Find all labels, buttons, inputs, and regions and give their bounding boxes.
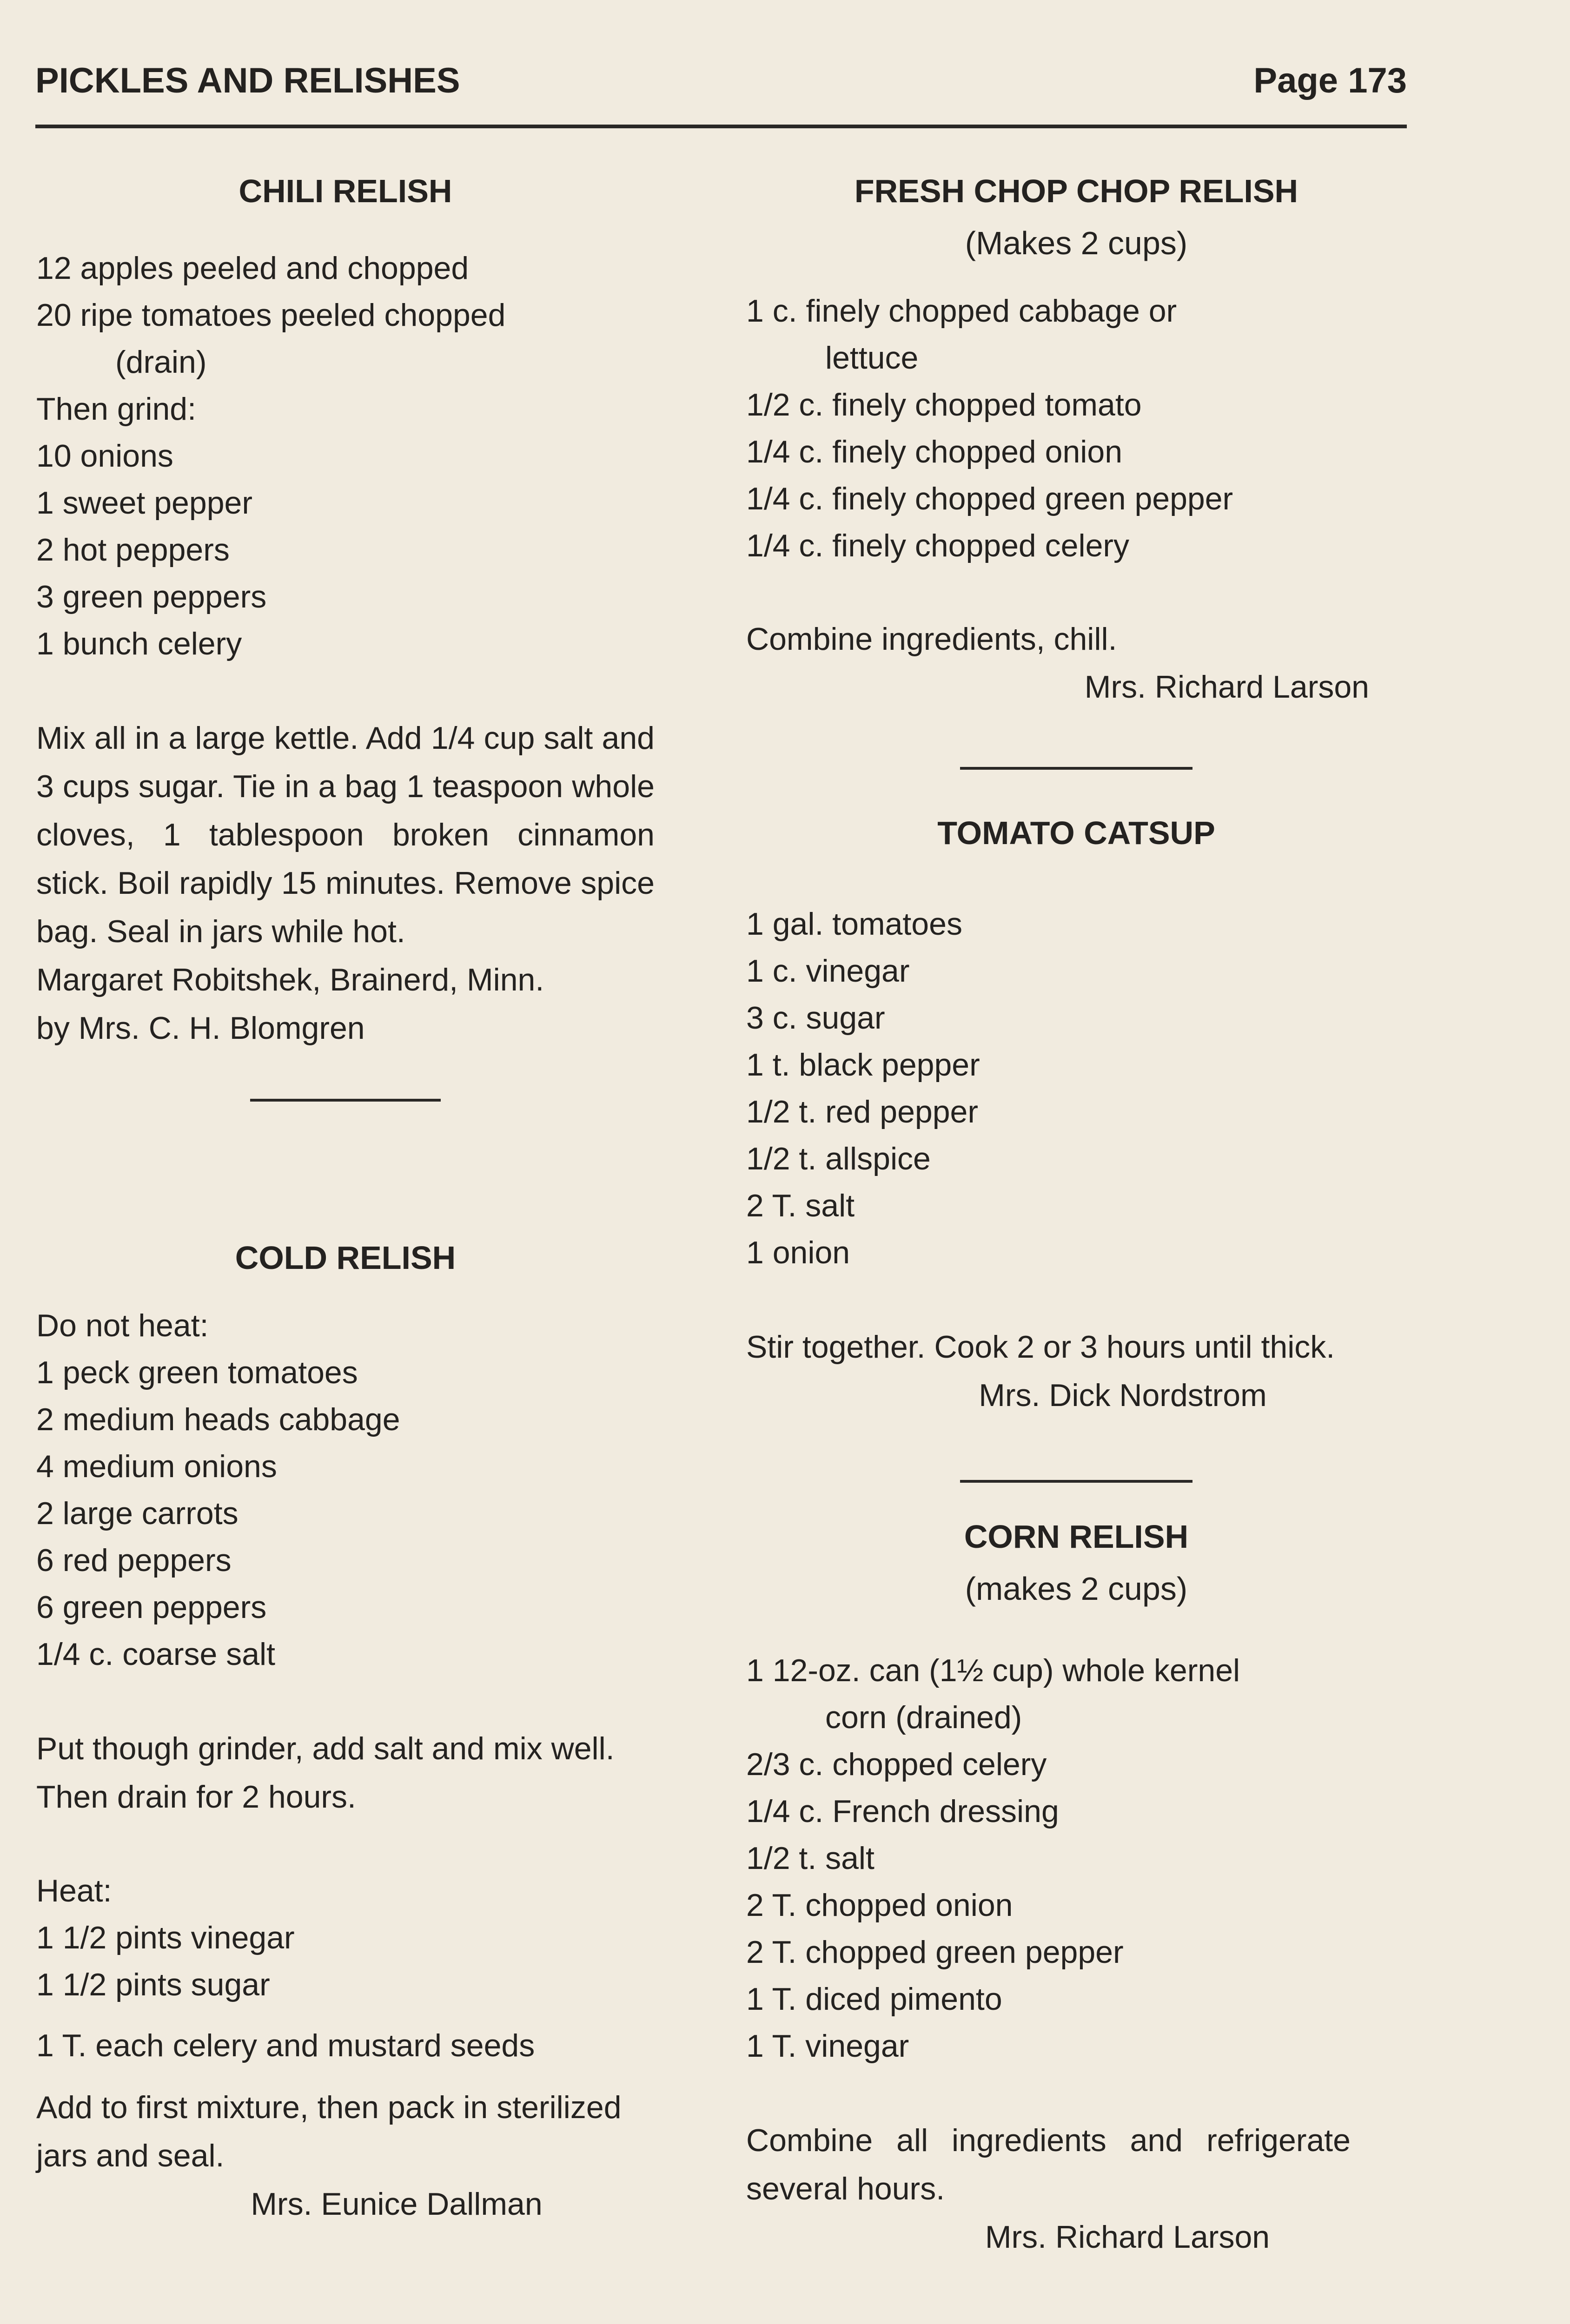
ingredient-line: 2 large carrots xyxy=(36,1496,238,1531)
ingredient-line: 2/3 c. chopped celery xyxy=(746,1747,1047,1782)
recipe-directions: Combine all ingredients and refrigerate several hours. xyxy=(746,2123,1351,2206)
ingredient-line: 3 green peppers xyxy=(36,579,267,614)
ingredient-line: 4 medium onions xyxy=(36,1449,277,1484)
recipe-title: COLD RELISH xyxy=(235,1240,456,1276)
ingredient-line: 1 12-oz. can (1½ cup) whole kernel xyxy=(746,1653,1240,1688)
page-header xyxy=(35,60,1407,101)
ingredient-line: lettuce xyxy=(825,340,919,376)
ingredient-line: 2 T. salt xyxy=(746,1188,855,1223)
ingredient-line: 1/4 c. finely chopped onion xyxy=(746,434,1123,469)
ingredient-line: 1 T. each celery and mustard seeds xyxy=(36,2028,535,2063)
ingredient-line: (drain) xyxy=(115,344,207,380)
recipe-author: Mrs. Dick Nordstrom xyxy=(979,1378,1267,1413)
ingredient-line: 6 green peppers xyxy=(36,1590,267,1625)
ingredient-line: 1 onion xyxy=(746,1235,850,1270)
ingredient-line: 1/4 c. French dressing xyxy=(746,1794,1059,1829)
ingredient-line: 1/4 c. coarse salt xyxy=(36,1637,276,1672)
recipe-directions: Add to first mixture, then pack in sterilized jars and seal. xyxy=(36,2090,622,2173)
grind-label: Then grind: xyxy=(36,391,196,427)
ingredient-line: 1 1/2 pints sugar xyxy=(36,1967,270,2002)
ingredient-line: 1 T. diced pimento xyxy=(746,1981,1002,2017)
left-column xyxy=(36,165,655,2228)
ingredient-line: 1 sweet pepper xyxy=(36,485,252,521)
recipe-directions: Stir together. Cook 2 or 3 hours until thick. xyxy=(746,1329,1335,1365)
recipe-author: Margaret Robitshek, Brainerd, Minn. xyxy=(36,962,544,997)
ingredient-line: 1 gal. tomatoes xyxy=(746,906,962,942)
recipe-cold-relish xyxy=(36,1232,655,2228)
ingredient-line: 3 c. sugar xyxy=(746,1000,885,1036)
ingredient-line: 2 T. chopped onion xyxy=(746,1888,1013,1923)
recipe-fresh-chop-chop-relish xyxy=(746,165,1406,711)
recipe-chili-relish xyxy=(36,165,655,1052)
header-rule xyxy=(35,125,1407,128)
recipe-author: Mrs. Richard Larson xyxy=(1084,669,1369,705)
recipe-title: FRESH CHOP CHOP RELISH xyxy=(854,173,1298,209)
recipe-title: CHILI RELISH xyxy=(238,173,452,209)
section-title: PICKLES AND RELISHES xyxy=(35,61,460,100)
recipe-corn-relish xyxy=(746,1511,1406,2261)
recipe-directions: Mix all in a large kettle. Add 1/4 cup salt and 3 cups sugar. Tie in a bag 1 teaspoon whole cloves, 1 tablespoon broken cinnamon stick. Boil rapidly 15 minutes. Remove spice bag. Seal in jars while hot. xyxy=(36,720,655,949)
heat-label: Heat: xyxy=(36,1873,112,1908)
ingredient-line: 1 t. black pepper xyxy=(746,1047,980,1083)
recipe-yield: (Makes 2 cups) xyxy=(965,225,1188,261)
ingredient-line: 1/2 t. salt xyxy=(746,1841,874,1876)
ingredient-line: 1 c. finely chopped cabbage or xyxy=(746,293,1177,329)
ingredient-line: 1/2 t. allspice xyxy=(746,1141,931,1176)
recipe-directions: Put though grinder, add salt and mix well. Then drain for 2 hours. xyxy=(36,1731,615,1815)
ingredient-line: 1/4 c. finely chopped green pepper xyxy=(746,481,1233,516)
ingredient-line: 1 T. vinegar xyxy=(746,2028,909,2064)
ingredient-line: 2 T. chopped green pepper xyxy=(746,1934,1124,1970)
recipe-tomato-catsup xyxy=(746,807,1406,1419)
ingredient-line: 1/2 c. finely chopped tomato xyxy=(746,387,1142,423)
ingredient-line: 1 c. vinegar xyxy=(746,953,910,989)
ingredient-line: 20 ripe tomatoes peeled chopped xyxy=(36,297,506,333)
recipe-author: Mrs. Eunice Dallman xyxy=(251,2186,543,2222)
ingredient-line: 6 red peppers xyxy=(36,1543,232,1578)
page-number: Page 173 xyxy=(1253,61,1407,100)
recipe-author: Mrs. Richard Larson xyxy=(985,2219,1270,2255)
recipe-directions: Combine ingredients, chill. xyxy=(746,621,1117,657)
ingredient-line: 1/2 t. red pepper xyxy=(746,1094,979,1129)
ingredient-line: 2 medium heads cabbage xyxy=(36,1402,400,1437)
ingredient-line: 1 bunch celery xyxy=(36,626,242,661)
ingredient-line: 1/4 c. finely chopped celery xyxy=(746,528,1130,563)
ingredient-line: 10 onions xyxy=(36,438,173,474)
recipe-contributor: by Mrs. C. H. Blomgren xyxy=(36,1010,365,1046)
ingredient-line: 2 hot peppers xyxy=(36,532,230,568)
ingredient-line: 1 peck green tomatoes xyxy=(36,1355,358,1390)
ingredient-line: 1 1/2 pints vinegar xyxy=(36,1920,295,1955)
ingredient-line: 12 apples peeled and chopped xyxy=(36,251,469,286)
intro-line: Do not heat: xyxy=(36,1308,209,1343)
recipe-title: CORN RELISH xyxy=(964,1519,1189,1555)
recipe-yield: (makes 2 cups) xyxy=(965,1571,1188,1607)
ingredient-line: corn (drained) xyxy=(825,1700,1022,1735)
right-column xyxy=(746,165,1406,2261)
recipe-title: TOMATO CATSUP xyxy=(937,815,1215,851)
